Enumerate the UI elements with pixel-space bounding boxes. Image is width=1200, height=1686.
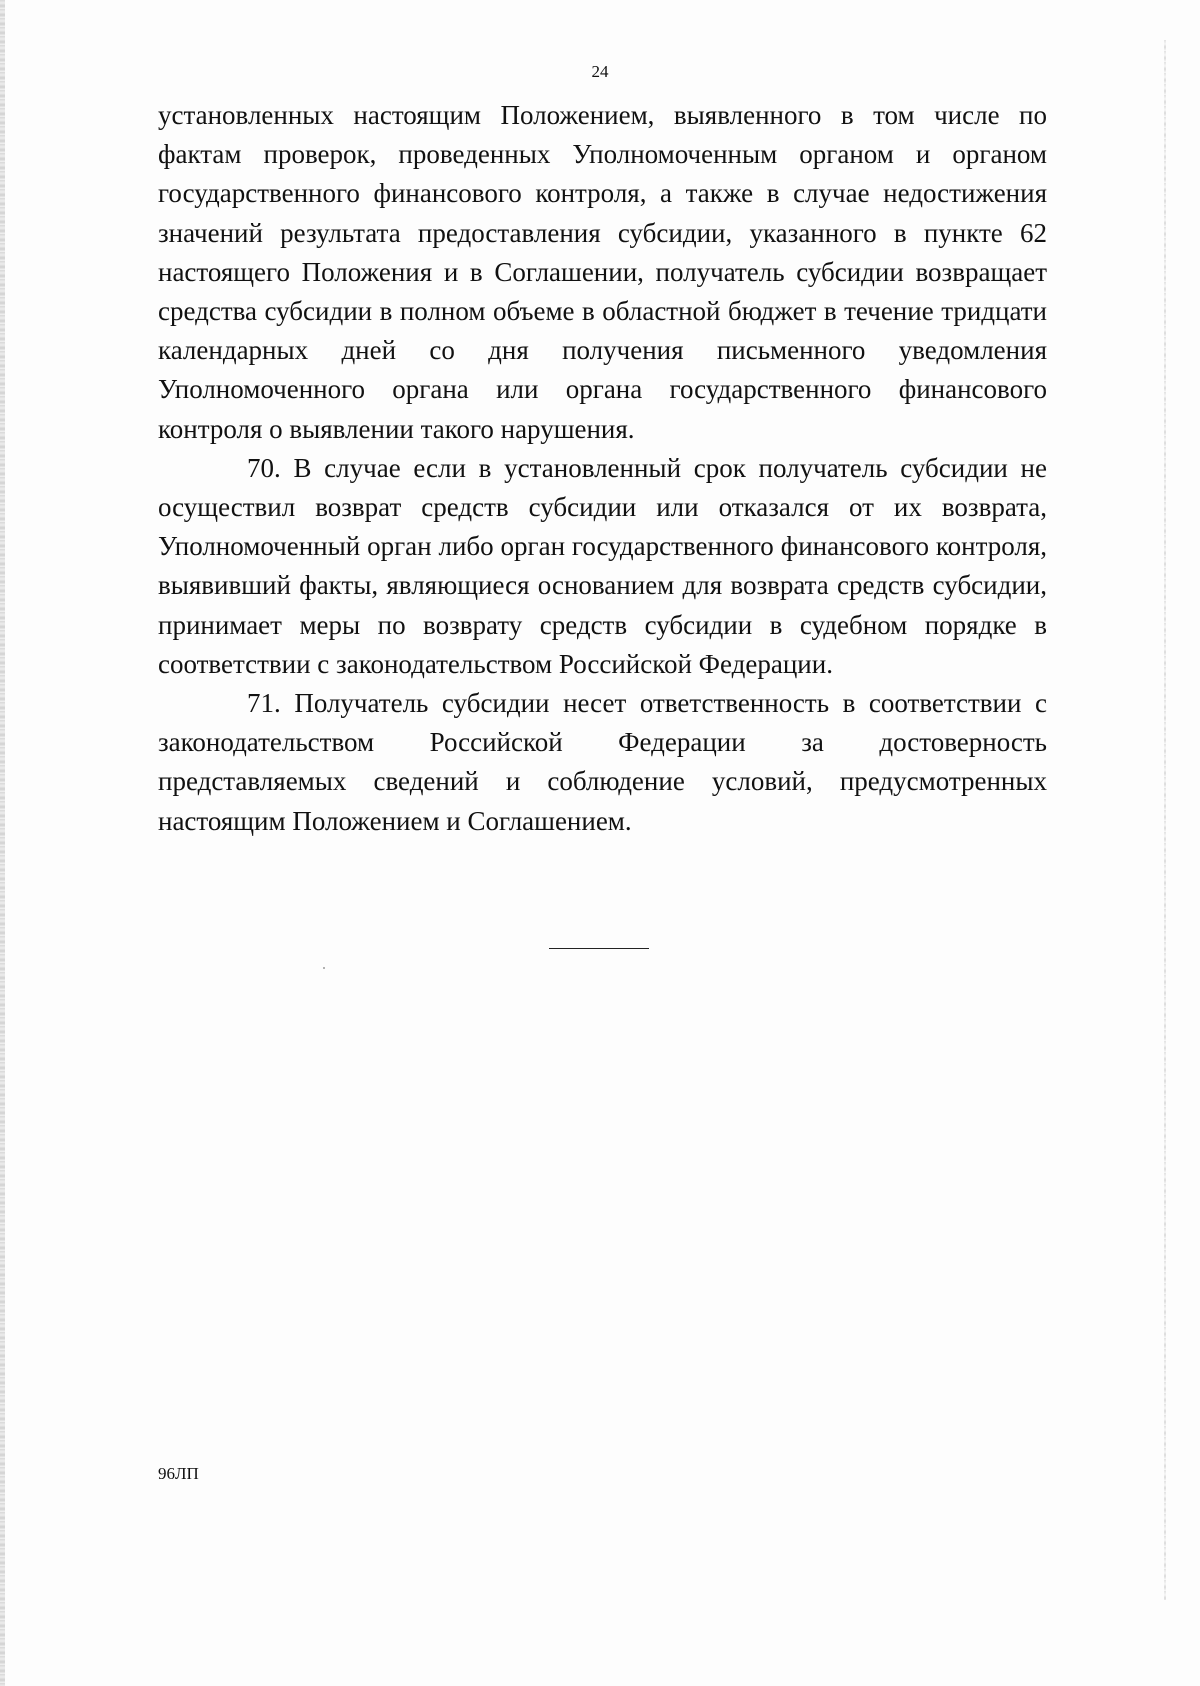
page-number: 24 — [591, 62, 609, 81]
footer-document-code: 96ЛП — [158, 1464, 199, 1483]
document-body — [158, 96, 1047, 841]
scan-edge-right — [1164, 40, 1166, 1600]
paragraph-71: 71. Получатель субсидии несет ответственность в соответствии с законодательством Российской Федерации за достоверность представляемых сведений и соблюдение условий, предусмотренных настоящим Положением и Соглашением. — [158, 688, 1047, 836]
scan-edge-left — [0, 0, 5, 1686]
paragraph-70: 70. В случае если в установленный срок получатель субсидии не осуществил возврат средств субсидии или отказался от их возврата, Уполномоченный орган либо орган государственного финансового контроля, выявивший факты, являющиеся основанием для возврата средств субсидии, принимает меры по возврату средств субсидии в судебном порядке в соответствии с законодательством Российской Федерации. — [158, 452, 1047, 679]
paragraph-continuation: установленных настоящим Положением, выявленного в том числе по фактам проверок, проведенных Уполномоченным органом и органом государственного финансового контроля, а также в случае недостижения значений результата предоставления субсидии, указанного в пункте 62 настоящего Положения и в Соглашении, получатель субсидии возвращает средства субсидии в полном объеме в областной бюджет в течение тридцати календарных дней со дня получения письменного уведомления Уполномоченного органа или органа государственного финансового контроля о выявлении такого нарушения. — [158, 100, 1047, 444]
end-of-text-rule — [549, 948, 649, 949]
scan-speck — [323, 967, 325, 969]
